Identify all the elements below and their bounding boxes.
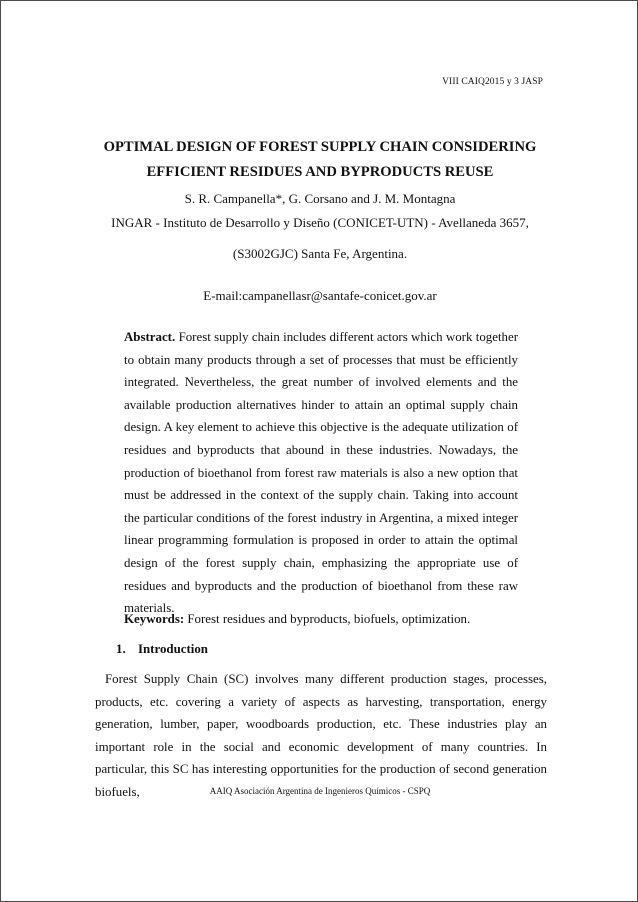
page-footer: AAIQ Asociación Argentina de Ingenieros Químicos - CSPQ bbox=[209, 786, 431, 796]
paper-title bbox=[61, 135, 579, 185]
abstract-text: Forest supply chain includes different actors which work together to obtain many products through a set of processes that must be efficiently integrated. Nevertheless, the great number of involved elements and the available production alternatives hinder to attain an optimal supply chain design. A key element to achieve this objective is the adequate utilization of residues and byproducts that abound in these industries. Nowadays, the production of bioethanol from forest raw materials is also a new option that must be addressed in the context of the supply chain. Taking into account the particular conditions of the forest industry in Argentina, a mixed integer linear programming formulation is proposed in order to attain the optimal design of the forest supply chain, emphasizing the appropriate use of residues and byproducts and the production of bioethanol from these raw materials. bbox=[124, 330, 518, 616]
authors: S. R. Campanella*, G. Corsano and J. M. Montagna bbox=[184, 191, 456, 206]
affiliation-line-1: INGAR - Instituto de Desarrollo y Diseño (CONICET-UTN) - Avellaneda 3657, bbox=[111, 215, 529, 230]
affiliation-line-2: (S3002GJC) Santa Fe, Argentina. bbox=[232, 246, 408, 261]
conference-reference: VIII CAIQ2015 y 3 JASP bbox=[442, 77, 543, 87]
title-line-2: EFFICIENT RESIDUES AND BYPRODUCTS REUSE bbox=[146, 164, 494, 180]
introduction-paragraph: Forest Supply Chain (SC) involves many different production stages, processes, products, etc. covering a variety of aspects as harvesting, transportation, energy generation, lumber, paper, woodboards production, etc. These industries play an important role in the social and economic development of many countries. In particular, this SC has interesting opportunities for the production of second generation biofuels, bbox=[95, 672, 547, 799]
keywords-label: Keywords: bbox=[124, 612, 185, 626]
keywords bbox=[124, 612, 470, 627]
section-title: Introduction bbox=[138, 642, 208, 656]
contact-email: E-mail:campanellasr@santafe-conicet.gov.ar bbox=[203, 288, 437, 303]
abstract-label: Abstract. bbox=[124, 330, 176, 344]
section-heading-introduction bbox=[116, 642, 208, 657]
abstract bbox=[124, 326, 518, 620]
keywords-text: Forest residues and byproducts, biofuels, optimization. bbox=[187, 612, 471, 626]
title-line-1: OPTIMAL DESIGN OF FOREST SUPPLY CHAIN CONSIDERING bbox=[103, 139, 537, 155]
section-number: 1. bbox=[116, 642, 126, 656]
